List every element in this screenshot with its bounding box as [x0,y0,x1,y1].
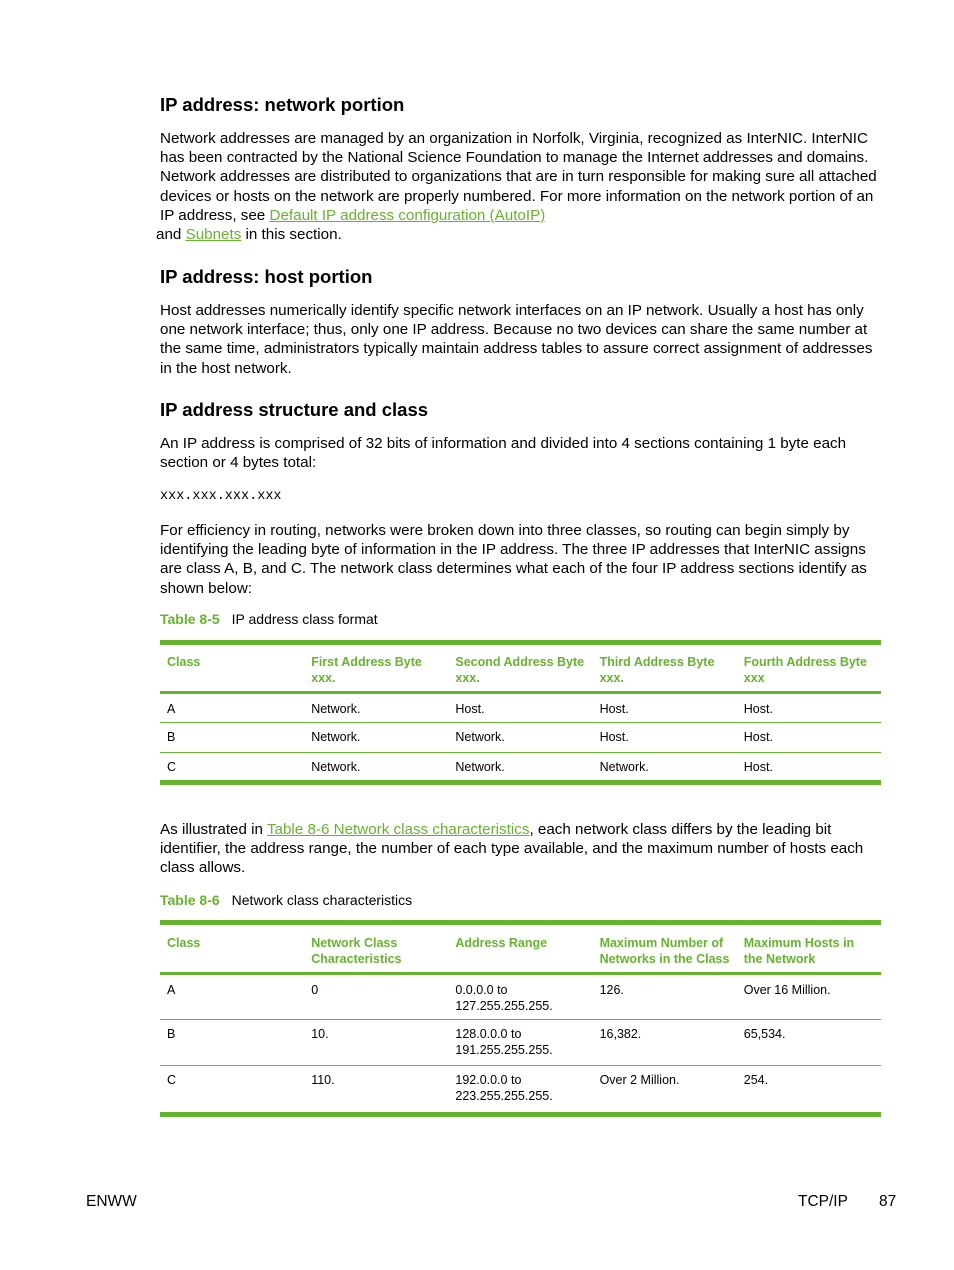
table-cell: 16,382. [599,1027,642,1041]
paragraph-network-portion [156,129,882,244]
table-cell: 110. [311,1073,335,1087]
table-8-5-number: Table 8-5 [160,611,220,627]
table-cell: A [167,983,176,997]
table-cell: C [167,1073,177,1087]
table-cell: Host. [599,702,629,716]
paragraph-network-class-lead: As illustrated in [160,821,267,838]
table-cell: Host. [455,702,485,716]
table-8-5-header-third-byte: Third Address Byte xxx. [599,655,715,685]
table-8-6 [160,920,881,1117]
table-cell: Over 2 Million. [599,1073,680,1087]
table-8-6-header-class: Class [167,936,201,950]
table-cell: 10. [311,1027,329,1041]
table-8-6-header-max-hosts: Maximum Hosts in the Network [743,936,855,966]
table-row [160,974,881,1020]
footer-section-name: TCP/IP [798,1193,848,1210]
table-cell: Network. [599,760,649,774]
table-cell: Network. [455,760,505,774]
table-cell: 0.0.0.0 to 127.255.255.255. [455,983,553,1013]
table-cell: Host. [743,702,773,716]
table-8-5-header-class: Class [167,655,201,669]
table-8-5-title: IP address class format [231,611,378,627]
table-row [160,723,881,753]
table-cell: 128.0.0.0 to 191.255.255.255. [455,1027,553,1057]
link-table-8-6[interactable]: Table 8-6 Network class characteristics [266,821,530,838]
paragraph-network-class-intro [160,820,882,878]
table-8-5-header-row [160,643,881,693]
table-row [160,753,881,783]
code-ip-format: xxx.xxx.xxx.xxx [160,489,282,504]
table-cell: Host. [599,730,629,744]
link-subnets[interactable]: Subnets [185,226,242,244]
table-8-6-header-max-networks: Maximum Number of Networks in the Class [599,936,730,966]
table-8-6-header-row [160,923,881,974]
link-autoip[interactable]: Default IP address configuration (AutoIP) [269,206,546,224]
table-8-6-title: Network class characteristics [231,892,413,908]
table-cell: 254. [743,1073,769,1087]
table-8-5-header-first-byte: First Address Byte xxx. [311,655,422,685]
paragraph-host-portion: Host addresses numerically identify specific network interfaces on an IP network. Usually a host has only one network interface; thus, only one IP address. Because no two devices can share the same number at the same time, administrators typically maintain address tables to assure correct assignment of addresses in the host network. [160,302,873,377]
heading-host-portion: IP address: host portion [160,266,373,287]
table-8-6-number: Table 8-6 [160,892,220,908]
table-cell: Over 16 Million. [743,983,831,997]
footer-left-label: ENWW [86,1193,137,1210]
table-cell: Network. [311,730,361,744]
table-8-5-caption [160,610,378,628]
table-8-6-caption [160,891,412,909]
paragraph-network-portion-tail: in this section. [241,226,342,244]
table-cell: 192.0.0.0 to 223.255.255.255. [455,1073,553,1103]
table-row [160,693,881,723]
paragraph-structure-1: An IP address is comprised of 32 bits of information and divided into 4 sections containing 1 byte each section or 4 bytes total: [160,435,847,472]
table-8-6-header-characteristics: Network Class Characteristics [311,936,402,966]
table-cell: C [167,760,177,774]
table-cell: Network. [311,702,361,716]
table-cell: Host. [743,760,773,774]
paragraph-network-portion-text: Network addresses are managed by an organization in Norfolk, Virginia, recognized as InterNIC. InterNIC has been contracted by the National Science Foundation to manage the Internet addresses and domains. Network addresses are distributed to organizations that are in turn responsible for making sure all attached devices or hosts on the network are properly numbered. For more information on the network portion of an IP address, see [160,130,877,224]
table-cell: Network. [311,760,361,774]
table-cell: 0 [311,983,319,997]
footer-page-number: 87 [879,1193,897,1210]
table-8-5-header-fourth-byte: Fourth Address Byte xxx [743,655,867,685]
table-row [160,1020,881,1066]
table-cell: 65,534. [743,1027,786,1041]
table-8-5-header-second-byte: Second Address Byte xxx. [455,655,585,685]
table-cell: Network. [455,730,505,744]
table-cell: B [167,1027,176,1041]
paragraph-structure-2: For efficiency in routing, networks were broken down into three classes, so routing can begin simply by identifying the leading byte of information in the IP address. The three IP addresses that InterNIC assigns are class A, B, and C. The network class determines what each of the four IP address sections identify as shown below: [160,522,867,597]
table-cell: Host. [743,730,773,744]
heading-structure-class: IP address structure and class [160,399,429,420]
table-cell: 126. [599,983,624,997]
table-8-6-header-address-range: Address Range [455,936,548,950]
table-8-5 [160,640,881,785]
table-cell: B [167,730,176,744]
table-row [160,1066,881,1115]
heading-network-portion: IP address: network portion [160,94,405,115]
paragraph-network-class-rest: , each network class differs by the leading bit identifier, the address range, the number of each type available, and the maximum number of hosts each class allows. [160,821,864,877]
table-cell: A [167,702,176,716]
paragraph-network-portion-and: and [156,226,186,244]
